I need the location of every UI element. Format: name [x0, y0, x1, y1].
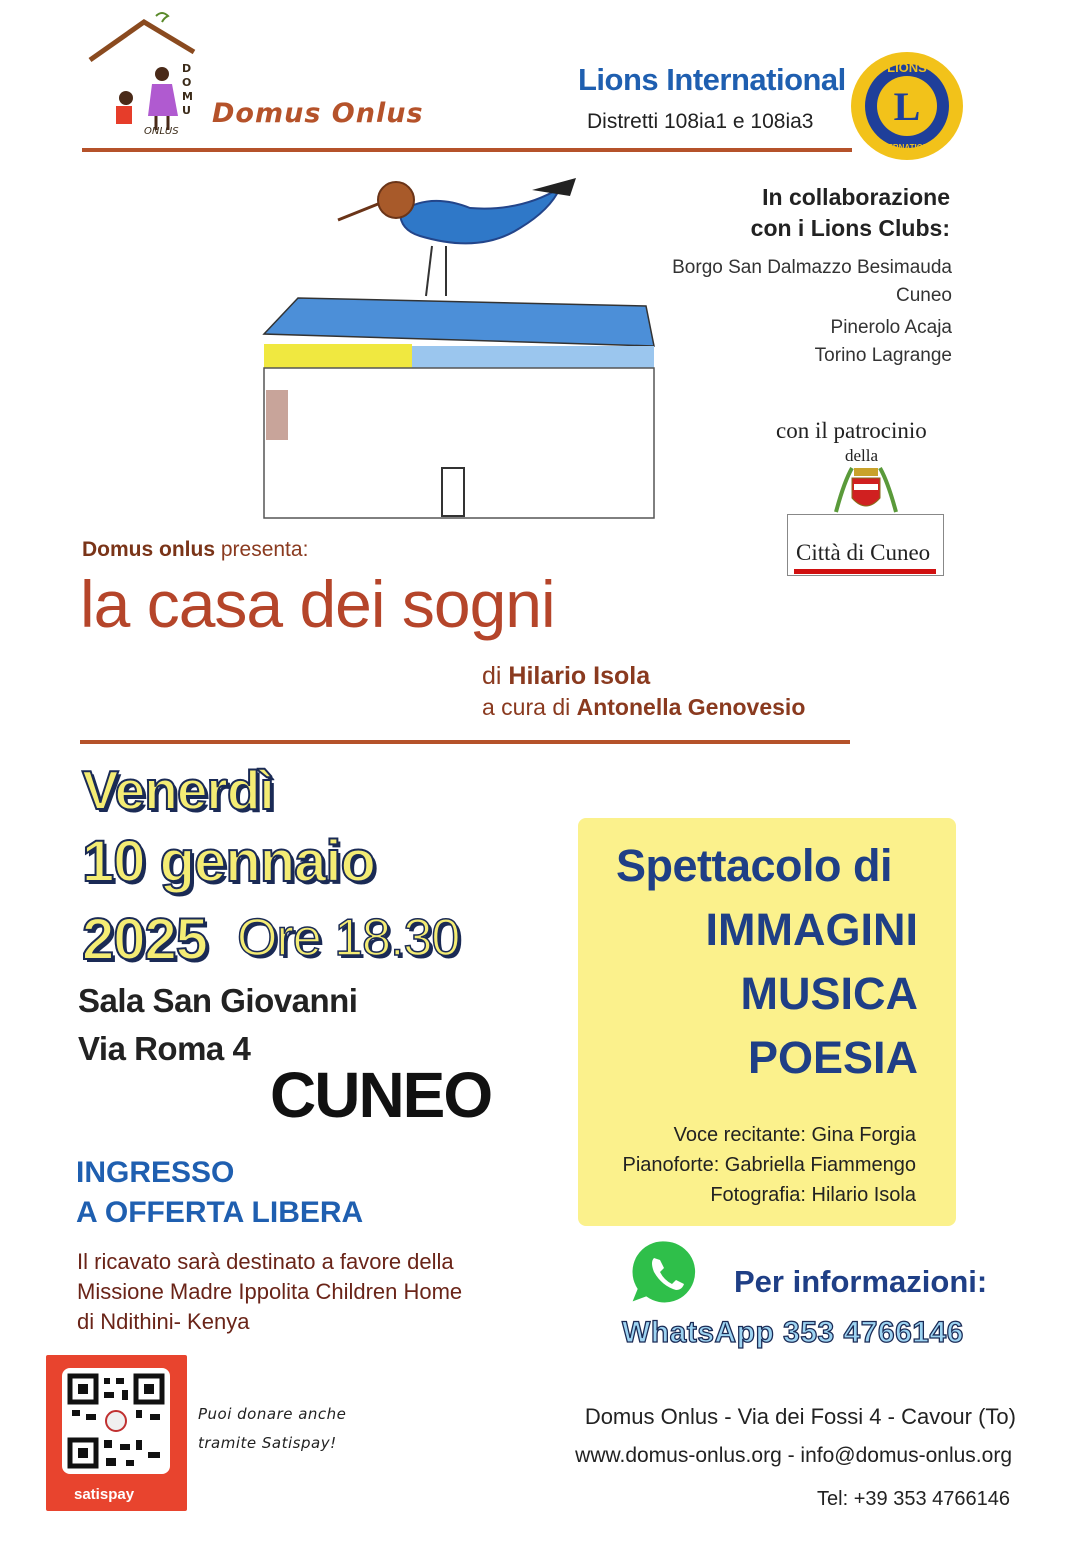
- proceeds-note: [77, 1247, 462, 1337]
- event-time: Ore 18.30: [237, 909, 460, 967]
- svg-text:O: O: [182, 76, 192, 89]
- curator-line: [482, 694, 805, 721]
- title-divider: [80, 740, 850, 744]
- event-day: Venerdì: [82, 759, 274, 821]
- author-line: [482, 662, 650, 691]
- event-date: 10 gennaio: [82, 829, 375, 894]
- lions-logo: [848, 50, 966, 162]
- collaboration-title-line2: con i Lions Clubs:: [750, 215, 950, 241]
- show-title: la casa dei sogni: [80, 567, 555, 641]
- satispay-note-line2: tramite Satispay!: [198, 1434, 337, 1452]
- org-name: Domus Onlus: [212, 98, 424, 129]
- org-address: Domus Onlus - Via dei Fossi 4 - Cavour (To): [584, 1404, 1016, 1429]
- event-year: 2025: [82, 907, 208, 972]
- svg-text:ONLUS: ONLUS: [144, 126, 179, 137]
- credit-item: Pianoforte: Gabriella Fiammengo: [622, 1154, 916, 1176]
- house-bird-drawing: [250, 170, 670, 530]
- entry-line1: INGRESSO: [76, 1156, 235, 1189]
- venue-name: Sala San Giovanni: [78, 982, 358, 1019]
- proceeds-note-line: Missione Madre Ippolita Children Home: [77, 1279, 463, 1304]
- logo-letters: D: [182, 62, 192, 75]
- lions-districts: Distretti 108ia1 e 108ia3: [587, 110, 814, 133]
- svg-text:U: U: [182, 104, 191, 117]
- collaboration-title-line1: In collaborazione: [762, 184, 950, 210]
- qr-code-icon[interactable]: [62, 1368, 170, 1474]
- proceeds-note-line: di Ndithini- Kenya: [77, 1309, 250, 1334]
- city-patronage-label: Città di Cuneo: [796, 540, 931, 565]
- city-underline: [794, 569, 936, 574]
- credit-item: Fotografia: Hilario Isola: [710, 1184, 916, 1206]
- satispay-label: satispay: [74, 1486, 135, 1503]
- svg-text:M: M: [182, 90, 193, 103]
- show-box-title: Spettacolo di: [616, 840, 893, 891]
- clubs-list: [672, 254, 952, 370]
- presenter-line: [82, 538, 308, 562]
- club-item: Pinerolo Acaja: [830, 317, 952, 338]
- whatsapp-icon[interactable]: [626, 1236, 706, 1308]
- web-email-line[interactable]: www.domus-onlus.org - info@domus-onlus.org: [575, 1444, 1012, 1467]
- show-line-music: MUSICA: [740, 968, 918, 1019]
- domus-logo: [86, 8, 206, 138]
- lions-title: Lions International: [578, 62, 846, 97]
- entry-line2: A OFFERTA LIBERA: [76, 1196, 364, 1229]
- header-divider: [82, 148, 852, 152]
- club-item: Borgo San Dalmazzo Besimauda: [672, 257, 952, 278]
- svg-text:INTERNATIONAL: INTERNATIONAL: [874, 143, 940, 152]
- info-title: Per informazioni:: [734, 1264, 988, 1299]
- cuneo-crest-icon: [832, 462, 900, 520]
- show-line-images: IMMAGINI: [705, 904, 918, 955]
- credit-item: Voce recitante: Gina Forgia: [673, 1124, 916, 1146]
- presents-text: presenta:: [215, 538, 309, 561]
- collaboration-title: [751, 182, 950, 244]
- patronage-line2: della: [845, 446, 879, 465]
- whatsapp-number[interactable]: WhatsApp 353 4766146: [622, 1316, 964, 1349]
- venue-address: Via Roma 4: [78, 1030, 251, 1067]
- svg-text:L: L: [893, 84, 921, 129]
- satispay-note-line1: Puoi donare anche: [198, 1405, 347, 1423]
- club-item: Torino Lagrange: [814, 345, 952, 366]
- show-credits: [623, 1120, 916, 1210]
- phone-line[interactable]: Tel: +39 353 4766146: [817, 1488, 1010, 1510]
- club-item: Cuneo: [896, 285, 952, 306]
- proceeds-note-line: Il ricavato sarà destinato a favore della: [77, 1249, 454, 1274]
- patronage-line1: con il patrocinio: [776, 418, 927, 443]
- satispay-note: [198, 1400, 346, 1458]
- author-name: Hilario Isola: [508, 662, 651, 690]
- presenter-name: Domus onlus: [82, 538, 216, 561]
- show-line-poetry: POESIA: [747, 1032, 918, 1083]
- curator-name: Antonella Genovesio: [576, 694, 806, 720]
- svg-text:LIONS: LIONS: [887, 60, 927, 75]
- author-prefix: di: [482, 662, 509, 690]
- event-city: CUNEO: [270, 1059, 492, 1131]
- curator-prefix: a cura di: [482, 694, 577, 720]
